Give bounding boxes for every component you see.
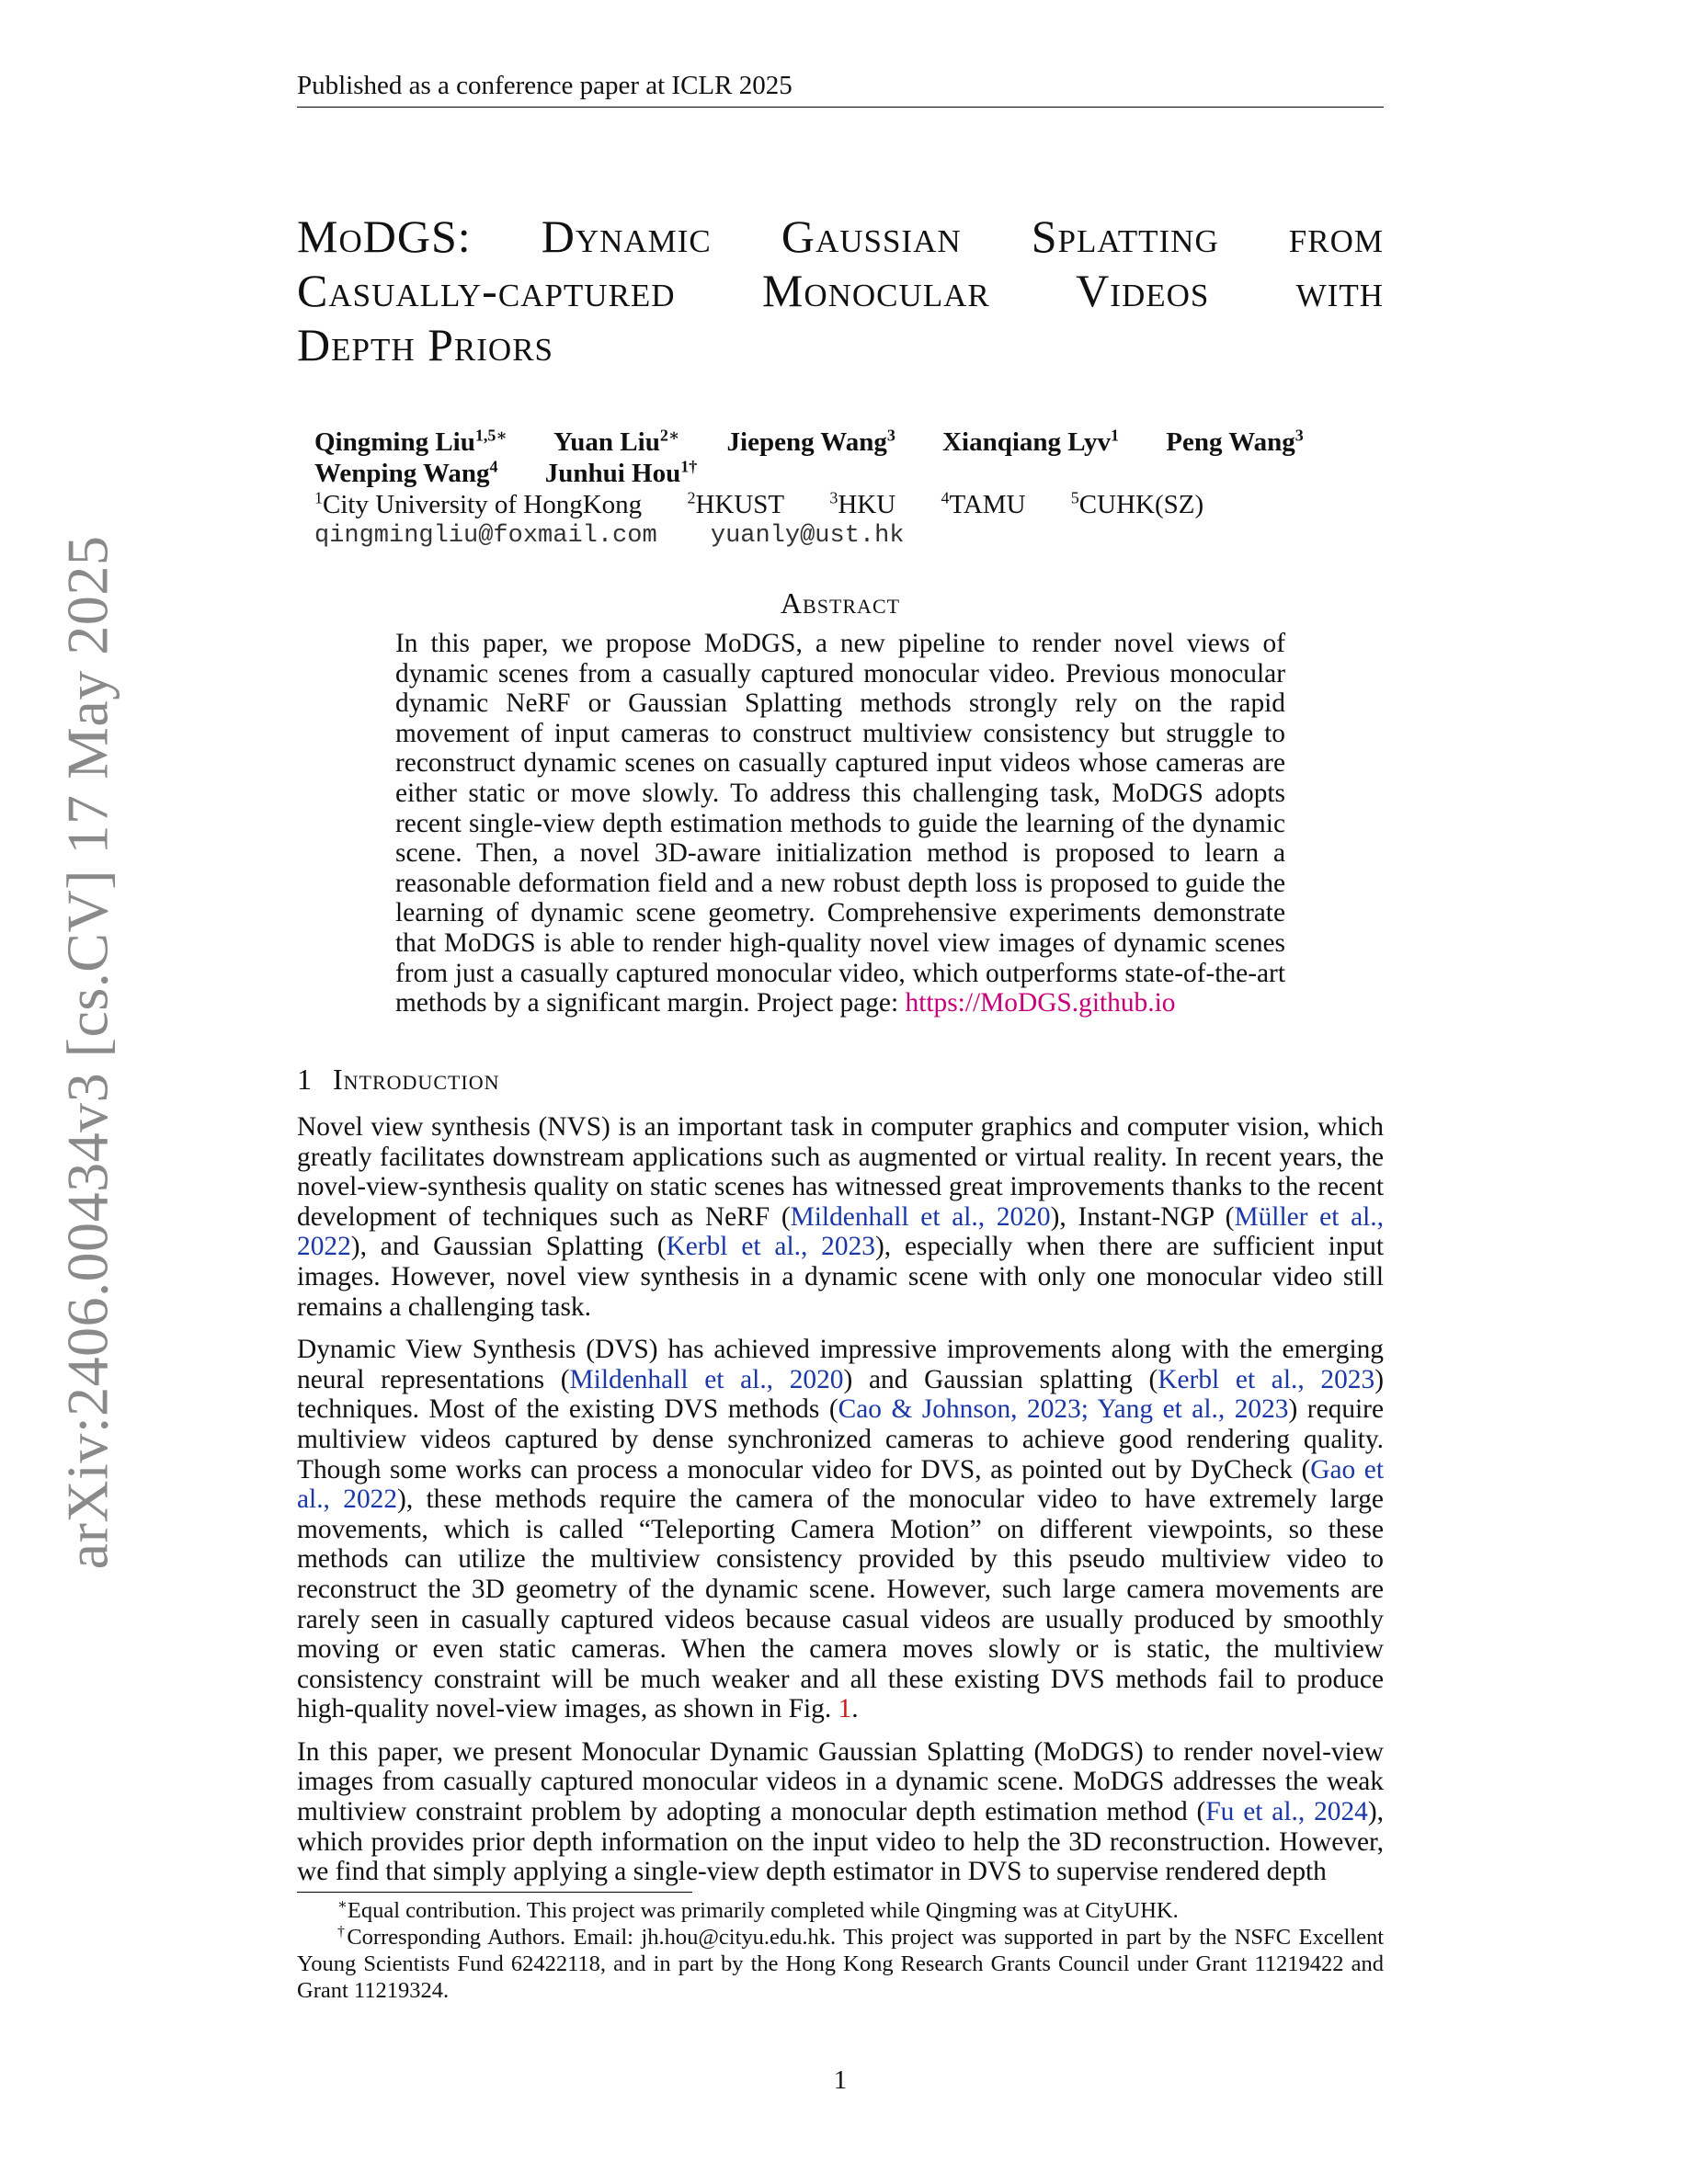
emails [314,520,1399,552]
author: Jiepeng Wang$^3$ [726,426,895,457]
running-header [297,70,1384,108]
abstract-heading: Abstract [780,586,901,620]
author: Xianqiang Lyv$^1$ [942,426,1120,457]
author: Yuan Liu$^{2∗}$ [553,426,680,457]
email: yuanly@ust.hk [710,522,905,550]
paragraph: In this paper, we present Monocular Dynamic Gaussian Splatting (MoDGS) to render novel-view images from casually captured monocular videos in a dynamic scene. MoDGS addresses the weak multiview constraint problem by adopting a monocular depth estimation method (Fu et al., 2024), which provides prior depth information on the input video to help the 3D reconstruction. However, we find that simply applying a single-view depth estimator in DVS to supervise rendered depth [297,1736,1384,1887]
section-heading [297,1063,1384,1097]
arxiv-identifier: arXiv:2406.00434v3 [cs.CV] 17 May 2025 [54,535,120,1570]
figure-reference-link[interactable]: 1 [838,1694,852,1724]
footnotes [297,1897,1384,2004]
author: Qingming Liu$^{1,5∗}$ [314,426,508,457]
paragraph: Dynamic View Synthesis (DVS) has achieved impressive improvements along with the emerging neural representations (Mildenhall et al., 2020) and Gaussian splatting (Kerbl et al., 2023) techniques. Most of the existing DVS methods (Cao & Johnson, 2023; Yang et al., 2023) require multiview videos captured by dense synchronized cameras to achieve good rendering quality. Though some works can process a monocular video for DVS, as pointed out by DyCheck (Gao et al., 2022), these methods require the camera of the monocular video to have extremely large movements, which is called “Teleporting Camera Motion” on different viewpoints, so these methods can utilize the multiview consistency provided by this pseudo multiview video to reconstruct the 3D geometry of the dynamic scene. However, such large camera movements are rarely seen in casually captured videos because casual videos are usually produced by smoothly moving or even static cameras. When the camera moves slowly or is static, the multiview consistency constraint will be much weaker and all these existing DVS methods fail to produce high-quality novel-view images, as shown in Fig. 1. [297,1335,1385,1724]
affiliation: $^2$HKUST [687,488,785,519]
citation-link[interactable]: Fu et al., 2024 [1205,1797,1368,1827]
email: qingmingliu@foxmail.com [314,522,657,550]
affiliation: $^1$City University of HongKong [314,488,643,519]
abstract-text: In this paper, we propose MoDGS, a new pipeline to render novel views of dynamic scenes from a casually captured monocular video. Previous monocular dynamic NeRF or Gaussian Splatting methods strongly rely on the rapid movement of input cameras to construct multiview consistency but struggle to reconstruct dynamic scenes on casually captured input videos whose cameras are either static or move slowly. To address this challenging task, MoDGS adopts recent single-view depth estimation methods to guide the learning of the dynamic scene. Then, a novel 3D-aware initialization method is proposed to learn a reasonable deformation field and a new robust depth loss is proposed to guide the learning of dynamic scene geometry. Comprehensive experiments demonstrate that MoDGS is able to render high-quality novel view images of dynamic scenes from just a casually captured monocular video, which outperforms state-of-the-art methods by a significant margin. Project page: https://MoDGS.github.io [395,629,1285,1018]
affiliation: $^3$HKU [829,488,896,519]
section-title: Introduction [333,1063,500,1096]
citation-link[interactable]: Gao et al., 2022 [297,1454,1384,1515]
citation-link[interactable]: Kerbl et al., 2023 [666,1232,875,1262]
footnote: ∗Equal contribution. This project was primarily completed while Qingming was at CityUHK. [337,1896,1179,1923]
title-line-1: MoDGS: Dynamic Gaussian Splatting from [297,210,1384,262]
author: Wenping Wang$^4$ [314,457,498,488]
affiliations [314,489,1399,520]
author-line-2 [314,458,1399,489]
footnote-rule [297,1892,692,1893]
page-number: 1 [833,2065,848,2095]
title-line-2: Casually-captured Monocular Videos with [297,265,1384,316]
citation-link[interactable]: Cao & Johnson, 2023; Yang et al., 2023 [838,1394,1289,1425]
paper-title [297,210,1384,372]
footnote: †Corresponding Authors. Email: jh.hou@cityu.edu.hk. This project was supported in part by the NSFC Excellent Young Scientists Fund 62422118, and in part by the Hong Kong Research Grants Council under Grant 11219422 and Grant 11219324. [297,1923,1385,2003]
body-text [297,1112,1384,1900]
citation-link[interactable]: Mildenhall et al., 2020 [790,1201,1051,1232]
paragraph: Novel view synthesis (NVS) is an important task in computer graphics and computer vision, which greatly facilitates downstream applications such as augmented or virtual reality. In recent years, the novel-view-synthesis quality on static scenes has witnessed great improvements thanks to the recent development of techniques such as NeRF (Mildenhall et al., 2020), Instant-NGP (Müller et al., 2022), and Gaussian Splatting (Kerbl et al., 2023), especially when there are sufficient input images. However, novel view synthesis in a dynamic scene with only one monocular video still remains a challenging task. [297,1112,1385,1322]
affiliation: $^4$TAMU [941,488,1026,519]
section-number: 1 [297,1063,313,1096]
citation-link[interactable]: Mildenhall et al., 2020 [569,1364,844,1394]
author-block [314,427,1399,552]
affiliation: $^5$CUHK(SZ) [1070,488,1204,519]
citation-link[interactable]: Kerbl et al., 2023 [1158,1364,1375,1394]
arxiv-sidebar [37,535,138,1570]
author-line-1 [314,427,1399,458]
running-title: Published as a conference paper at ICLR 2025 [297,71,793,100]
author: Junhui Hou$^{1\dagger}$ [544,457,698,488]
project-page-link[interactable]: https://MoDGS.github.io [905,988,1176,1018]
title-line-3: Depth Priors [297,319,554,370]
author: Peng Wang$^3$ [1166,426,1304,457]
citation-link[interactable]: Müller et al., 2022 [297,1201,1385,1262]
